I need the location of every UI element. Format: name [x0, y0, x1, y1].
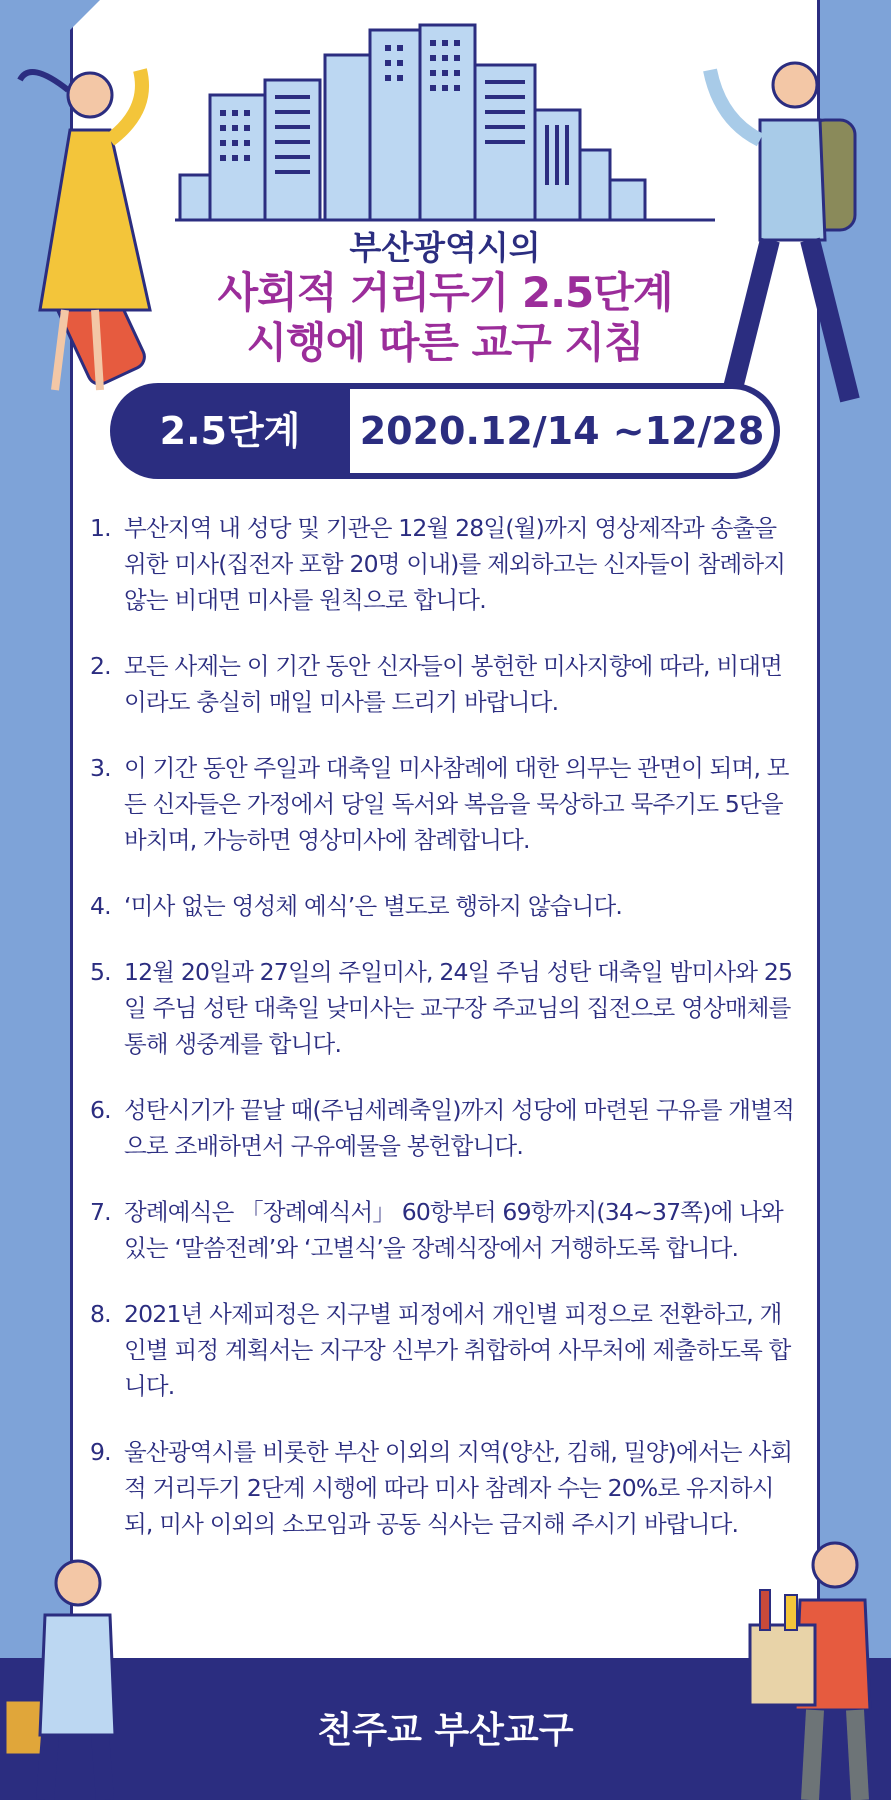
title-sub: 시행에 따른 교구 지침: [246, 318, 644, 367]
guideline-number: 7.: [90, 1198, 111, 1226]
guideline-item: [90, 1434, 800, 1542]
woman-with-grocery-bag-illustration: [740, 1520, 891, 1800]
man-with-shopping-bag-illustration: [0, 1535, 130, 1800]
guideline-item: [90, 648, 800, 720]
stage-banner: [110, 383, 780, 479]
guideline-number: 8.: [90, 1300, 111, 1328]
stage-dates: 2020.12/14 ~12/28: [359, 409, 765, 453]
guideline-text: 이 기간 동안 주일과 대축일 미사참례에 대한 의무는 관면이 되며, 모든 신자들은 가정에서 당일 독서와 복음을 묵상하고 묵주기도 5단을 바치며, 가능하면 영상미사에 참례합니다.: [124, 754, 789, 854]
guideline-number: 9.: [90, 1438, 111, 1466]
guideline-text: 울산광역시를 비롯한 부산 이외의 지역(양산, 김해, 밀양)에서는 사회적 거리두기 2단계 시행에 따라 미사 참례자 수는 20%로 유지하시되, 미사 이외의 소모임과 공동 식사는 금지해 주시기 바랍니다.: [124, 1438, 793, 1538]
guideline-number: 4.: [90, 892, 111, 920]
title-city: 부산광역시의: [349, 228, 541, 267]
guideline-item: [90, 1296, 800, 1404]
guideline-number: 2.: [90, 652, 111, 680]
guideline-item: [90, 510, 800, 618]
guideline-item: [90, 1194, 800, 1266]
guideline-text: ‘미사 없는 영성체 예식’은 별도로 행하지 않습니다.: [124, 892, 623, 920]
guideline-number: 1.: [90, 514, 111, 542]
guideline-item: [90, 1092, 800, 1164]
guideline-list: [90, 510, 800, 1542]
title-main: 사회적 거리두기 2.5단계: [217, 268, 673, 317]
guideline-text: 장례예식은 「장례예식서」 60항부터 69항까지(34~37쪽)에 나와 있는 ‘말씀전례’와 ‘고별식’을 장례식장에서 거행하도록 합니다.: [124, 1198, 783, 1262]
guideline-number: 6.: [90, 1096, 111, 1124]
guideline-text: 12월 20일과 27일의 주일미사, 24일 주님 성탄 대축일 밤미사와 25일 주님 성탄 대축일 낮미사는 교구장 주교님의 집전으로 영상매체를 통해 생중계를 합니다.: [124, 958, 793, 1058]
title-block: [70, 228, 820, 368]
guideline-item: [90, 954, 800, 1062]
guideline-number: 5.: [90, 958, 111, 986]
guideline-text: 부산지역 내 성당 및 기관은 12월 28일(월)까지 영상제작과 송출을 위한 미사(집전자 포함 20명 이내)를 제외하고는 신자들이 참례하지 않는 비대면 미사를 원칙으로 합니다.: [124, 514, 786, 614]
city-skyline-illustration: [175, 10, 715, 225]
guideline-text: 모든 사제는 이 기간 동안 신자들이 봉헌한 미사지향에 따라, 비대면이라도 충실히 매일 미사를 드리기 바랍니다.: [124, 652, 783, 716]
guideline-text: 성탄시기가 끝날 때(주님세례축일)까지 성당에 마련된 구유를 개별적으로 조배하면서 구유예물을 봉헌합니다.: [124, 1096, 794, 1160]
guideline-text: 2021년 사제피정은 지구별 피정에서 개인별 피정으로 전환하고, 개인별 피정 계획서는 지구장 신부가 취합하여 사무처에 제출하도록 합니다.: [124, 1300, 791, 1400]
guideline-number: 3.: [90, 754, 111, 782]
stage-level: 2.5단계: [159, 409, 301, 453]
guideline-item: [90, 888, 800, 924]
guideline-item: [90, 750, 800, 858]
footer-diocese-name: 천주교 부산교구: [317, 1710, 574, 1751]
stage-date-box: [350, 389, 774, 473]
panel-folded-corner: [70, 0, 100, 30]
